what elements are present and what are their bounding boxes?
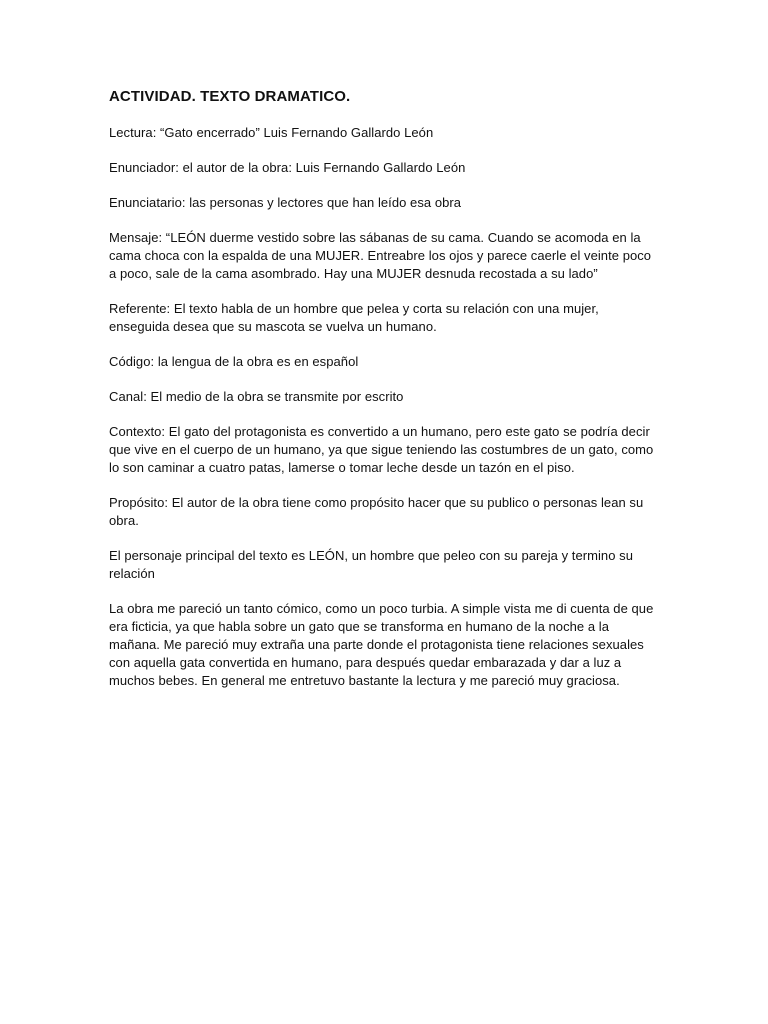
- paragraph-proposito: Propósito: El autor de la obra tiene como propósito hacer que su publico o personas lean su obra.: [109, 495, 644, 528]
- paragraph-referente: Referente: El texto habla de un hombre que pelea y corta su relación con una mujer, enseguida desea que su mascota se vuelva un humano.: [109, 301, 599, 334]
- document-page: [109, 88, 659, 707]
- paragraph-contexto: Contexto: El gato del protagonista es convertido a un humano, pero este gato se podría decir que vive en el cuerpo de un humano, ya que sigue teniendo las costumbres de un gato, como lo son caminar a cuatro patas, lamerse o tomar leche desde un tazón en el piso.: [109, 424, 654, 475]
- paragraph-opinion: La obra me pareció un tanto cómico, como un poco turbia. A simple vista me di cuenta de que era ficticia, ya que habla sobre un gato que se transforma en humano de la noche a la mañana. Me pareció muy extraña una parte donde el protagonista tiene relaciones sexuales con aquella gata convertida en humano, para después quedar embarazada y dar a luz a muchos bebes. En general me entretuvo bastante la lectura y me pareció muy graciosa.: [109, 601, 654, 688]
- paragraph-personaje: El personaje principal del texto es LEÓN, un hombre que peleo con su pareja y termino su relación: [109, 548, 633, 581]
- paragraph-enunciador: Enunciador: el autor de la obra: Luis Fernando Gallardo León: [109, 160, 466, 175]
- paragraph-enunciatario: Enunciatario: las personas y lectores que han leído esa obra: [109, 195, 462, 210]
- paragraph-canal: Canal: El medio de la obra se transmite por escrito: [109, 389, 404, 404]
- paragraph-mensaje: Mensaje: “LEÓN duerme vestido sobre las sábanas de su cama. Cuando se acomoda en la cama choca con la espalda de una MUJER. Entreabre los ojos y parece caerle el veinte poco a poco, sale de la cama asombrado. Hay una MUJER desnuda recostada a su lado”: [109, 230, 652, 281]
- paragraph-codigo: Código: la lengua de la obra es en español: [109, 354, 359, 369]
- document-title: ACTIVIDAD. TEXTO DRAMATICO.: [109, 88, 351, 105]
- paragraph-lectura: Lectura: “Gato encerrado” Luis Fernando Gallardo León: [109, 125, 434, 140]
